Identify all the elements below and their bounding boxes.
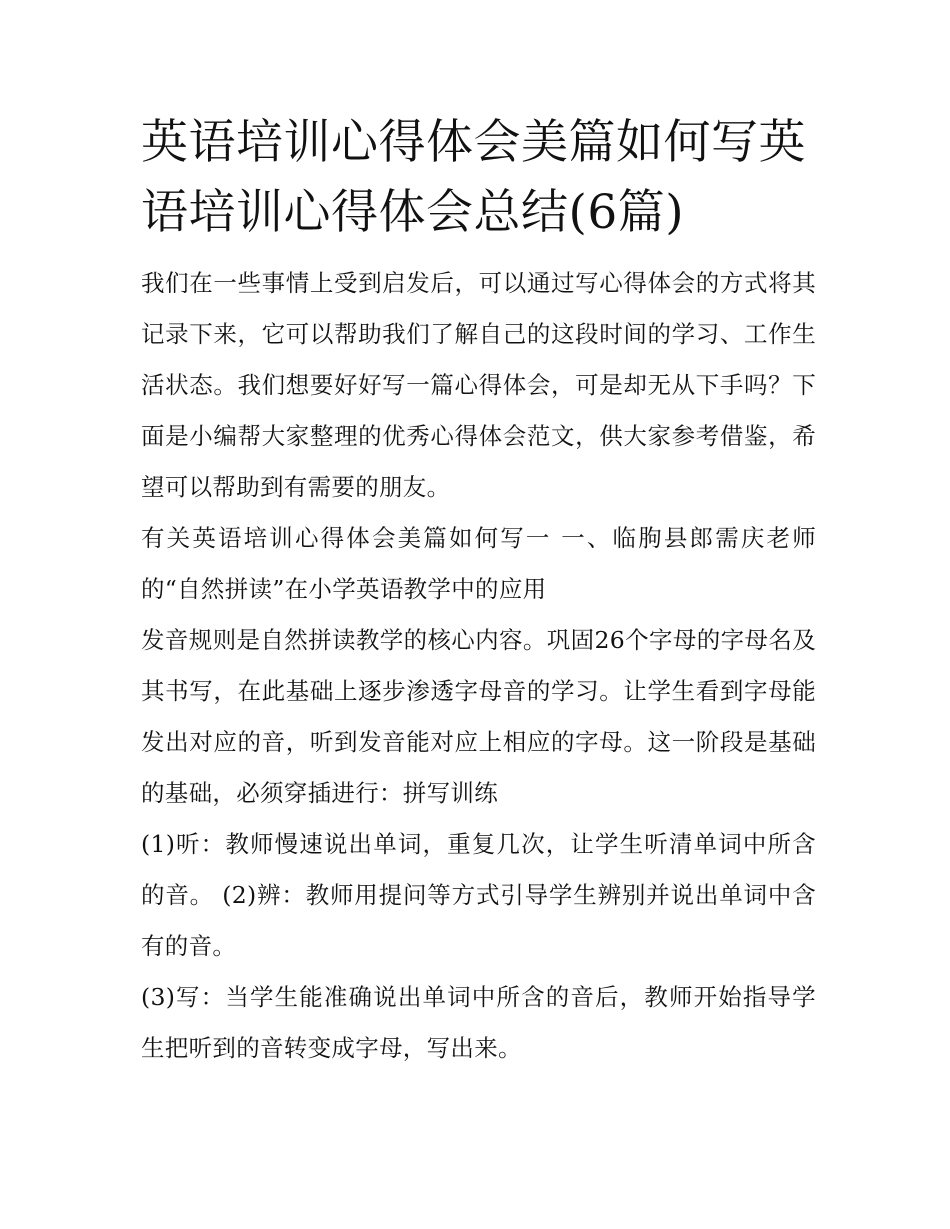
pronunciation-rules-paragraph: 发音规则是自然拼读教学的核心内容。巩固26个字母的字母名及其书写，在此基础上逐步渗透字母音的学习。让学生看到字母能发出对应的音，听到发音能对应上相应的字母。这一阶段是基础的基础，必须穿插进行：拼写训练 xyxy=(141,626,816,807)
document-title: 英语培训心得体会美篇如何写英语培训心得体会总结(6篇) xyxy=(141,115,806,240)
document-body xyxy=(141,258,816,1074)
write-paragraph: (3)写：当学生能准确说出单词中所含的音后，教师开始指导学生把听到的音转变成字母，写出来。 xyxy=(141,983,816,1062)
intro-paragraph: 我们在一些事情上受到启发后，可以通过写心得体会的方式将其记录下来，它可以帮助我们了解自己的这段时间的学习、工作生活状态。我们想要好好写一篇心得体会，可是却无从下手吗？下面是小编帮大家整理的优秀心得体会范文，供大家参考借鉴，希望可以帮助到有需要的朋友。 xyxy=(141,269,816,501)
listen-distinguish-paragraph: (1)听：教师慢速说出单词，重复几次，让学生听清单词中所含的音。 (2)辨：教师用提问等方式引导学生辨别并说出单词中含有的音。 xyxy=(141,830,816,960)
document-page xyxy=(141,108,816,1074)
section-heading-paragraph: 有关英语培训心得体会美篇如何写一 一、临朐县郎需庆老师的“自然拼读”在小学英语教学中的应用 xyxy=(141,524,816,603)
